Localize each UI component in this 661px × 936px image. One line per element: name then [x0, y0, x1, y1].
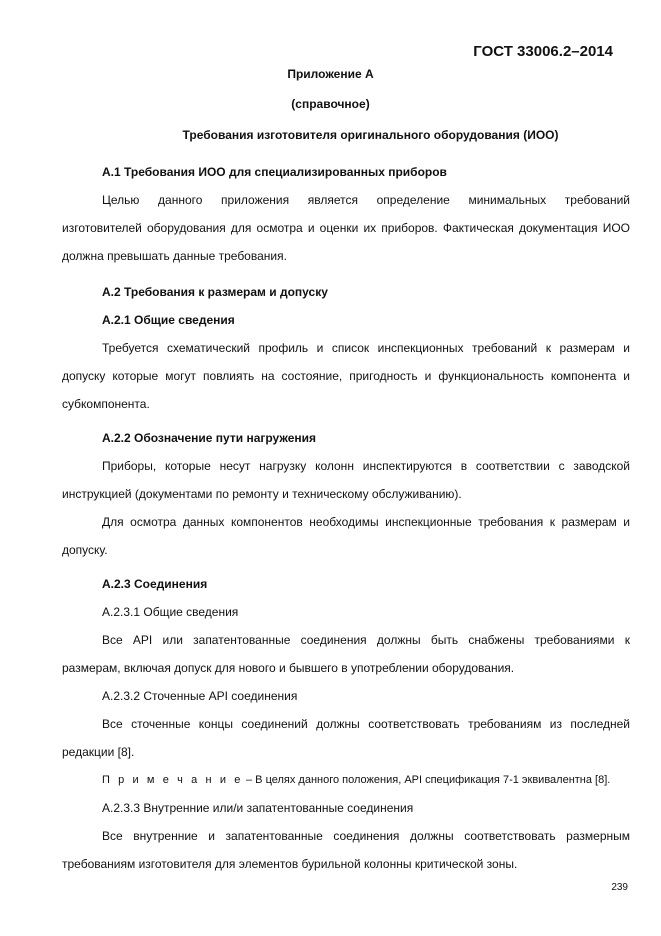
paragraph-line: изготовителей оборудования для осмотра и оценки их приборов. Фактическая документация ИОО: [62, 221, 630, 235]
paragraph-line: Приборы, которые несут нагрузку колонн инспектируются в соответствии с заводской: [102, 459, 630, 473]
document-code: ГОСТ 33006.2–2014: [473, 43, 613, 60]
section-heading-a2: А.2 Требования к размерам и допуску: [102, 285, 328, 299]
paragraph-line: требованиям изготовителя для элементов бурильной колонны критической зоны.: [62, 857, 518, 871]
paragraph-line: инструкцией (документами по ремонту и техническому обслуживанию).: [62, 487, 462, 501]
page-number: 239: [611, 882, 628, 893]
paragraph-line: Все API или запатентованные соединения должны быть снабжены требованиями к: [102, 633, 630, 647]
paragraph-line: субкомпонента.: [62, 397, 150, 411]
section-heading-a21: А.2.1 Общие сведения: [102, 313, 235, 327]
note: [62, 766, 630, 794]
paragraph-line: Целью данного приложения является определение минимальных требований: [102, 193, 630, 207]
paragraph-line: допуску которые могут повлиять на состояние, пригодность и функциональность компонента и: [62, 369, 630, 383]
appendix-status: (справочное): [291, 97, 370, 111]
paragraph-line: Все внутренние и запатентованные соединения должны соответствовать размерным: [102, 829, 630, 843]
section-heading-a1: А.1 Требования ИОО для специализированных приборов: [102, 165, 447, 179]
paragraph-line: должна превышать данные требования.: [62, 249, 287, 263]
document-body: [62, 158, 630, 878]
appendix-title: Требования изготовителя оригинального оборудования (ИОО): [182, 128, 559, 142]
subsection-heading-a231: А.2.3.1 Общие сведения: [102, 605, 239, 619]
paragraph-line: размерам, включая допуск для нового и бывшего в употреблении оборудования.: [62, 661, 515, 675]
paragraph-line: Для осмотра данных компонентов необходимы инспекционные требования к размерам и: [102, 515, 630, 529]
note-label: П р и м е ч а н и е: [102, 774, 243, 786]
subsection-heading-a232: А.2.3.2 Сточенные API соединения: [102, 689, 298, 703]
section-heading-a23: А.2.3 Соединения: [102, 577, 208, 591]
appendix-label: Приложение А: [287, 67, 374, 81]
note-text: – В целях данного положения, API спецификация 7-1 эквивалентна [8].: [242, 774, 611, 786]
paragraph-line: Требуется схематический профиль и список инспекционных требований к размерам и: [102, 341, 630, 355]
section-heading-a22: А.2.2 Обозначение пути нагружения: [102, 431, 317, 445]
paragraph-line: допуску.: [62, 543, 108, 557]
paragraph-line: редакции [8].: [62, 745, 135, 759]
subsection-heading-a233: А.2.3.3 Внутренние или/и запатентованные соединения: [102, 801, 414, 815]
paragraph-line: Все сточенные концы соединений должны соответствовать требованиям из последней: [102, 717, 630, 731]
